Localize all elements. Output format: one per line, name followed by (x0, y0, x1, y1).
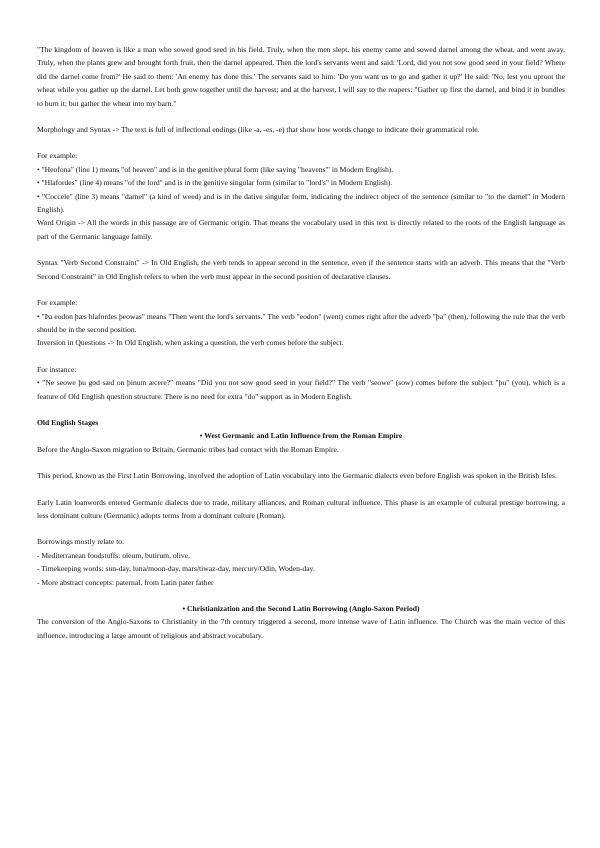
before-anglo-saxon-paragraph: Before the Anglo-Saxon migration to Britain, Germanic tribes had contact with the Roman Empire. (37, 444, 339, 454)
bullet-coccele: • "Coccele" (line 3) means "darnel" (a kind of weed) and is in the dative singular form, indicating the indirect object of the sentence (similar to "to the darnel" in Modern English). (37, 191, 565, 215)
syntax-paragraph: Syntax "Verb Second Constraint" -> In Old English, the verb tends to appear second in the sentence, even if the sentence starts with an adverb. This means that the "Verb Second Constraint" in Old English refers to when the verb must appear in the second position of declarative clauses. (37, 258, 565, 281)
for-instance-label: For instance: (37, 364, 77, 374)
morphology-paragraph: Morphology and Syntax -> The text is full of inflectional endings (like -a, -es, -e) that show how words change to indicate their grammatical role. (37, 125, 480, 135)
parable-quote: "The kingdom of heaven is like a man who sowed good seed in his field. Truly, when the men slept, his enemy came and sowed darnel among the wheat, and went away. Truly, when the plants grew and brought forth fruit, then the darnel appeared. Then the lord's servants went and said: 'Lord, did you not sow good seed in your field? Where did the darnel come from?' He said to them: 'An enemy has done this.' The servants said to him: 'Do you want us to go and gather it up?' He said: 'No, lest you uproot the wheat while you gather up the darnel. Let both grow together until the harvest; and at the harvest, I will say to the reapers: "Gather up first the darnel, and bind it in bundles to burn it; but gather the wheat into my barn." (37, 45, 565, 108)
stages-heading: Old English Stages (37, 417, 99, 427)
bullet-seowe: • "Ne seowe þu god sæd on þinum æcere?" means "Did you not sow good seed in your field?" The verb "seowe" (sow) comes before the subject "þu" (you), which is a feature of Old English question structure. There is no need for extra "do" support as in Modern English. (37, 378, 565, 401)
first-latin-paragraph: This period, known as the First Latin Borrowing, involved the adoption of Latin vocabulary into the Germanic dialects even before English was spoken in the British Isles. (37, 471, 557, 481)
borrowings-intro: Borrowings mostly relate to: (37, 537, 125, 547)
for-example-label-2: For example: (37, 298, 78, 308)
christianization-heading: • Christianization and the Second Latin Borrowing (Anglo-Saxon Period) (182, 604, 420, 613)
early-latin-paragraph: Early Latin loanwords entered Germanic dialects due to trade, military alliances, and Roman cultural influence. This phase is an example of cultural prestige borrowing, a less dominant culture (Germanic) adopts terms from a dominant culture (Roman). (37, 497, 565, 520)
document-page (37, 43, 565, 642)
conversion-paragraph: The conversion of the Anglo-Saxons to Christianity in the 7th century triggered a second, more intense wave of Latin influence. The Church was the main vector of this influence, introducing a large amount of religious and abstract vocabulary. (37, 617, 565, 640)
west-germanic-heading: • West Germanic and Latin Influence from the Roman Empire (199, 431, 403, 441)
inversion-paragraph: Inversion in Questions -> In Old English, when asking a question, the verb comes before the subject. (37, 338, 344, 348)
bullet-eodon: • "Þa eodon þæs hlafordes þeowas" means "Then went the lord's servants." The verb "eodon" (went) comes right after the adverb "þa" (then), following the rule that the verb should be in the second position. (37, 311, 565, 334)
borrowing-food: - Mediterranean foodstuffs: oleum, butirum, olive. (37, 550, 190, 560)
word-origin-paragraph: Word Origin -> All the words in this passage are of Germanic origin. That means the vocabulary used in this text is directly related to the roots of the English language as part of the Germanic language family. (37, 218, 565, 241)
borrowing-abstract: - More abstract concepts: paternal, from Latin pater father (37, 577, 214, 587)
for-example-label: For example: (37, 151, 78, 161)
bullet-heofona: • "Heofona" (line 1) means "of heaven" and is in the genitive plural form (like saying "heavens'" in Modern English). (37, 164, 394, 174)
bullet-hlafordes: • "Hlafordes" (line 4) means "of the lord" and is in the genitive singular form (similar to "lord's" in Modern English). (37, 178, 393, 188)
borrowing-time: - Timekeeping words: sun-day, luna/moon-day, mars/tiwaz-day, mercury/Odin, Woden-day. (37, 564, 315, 574)
